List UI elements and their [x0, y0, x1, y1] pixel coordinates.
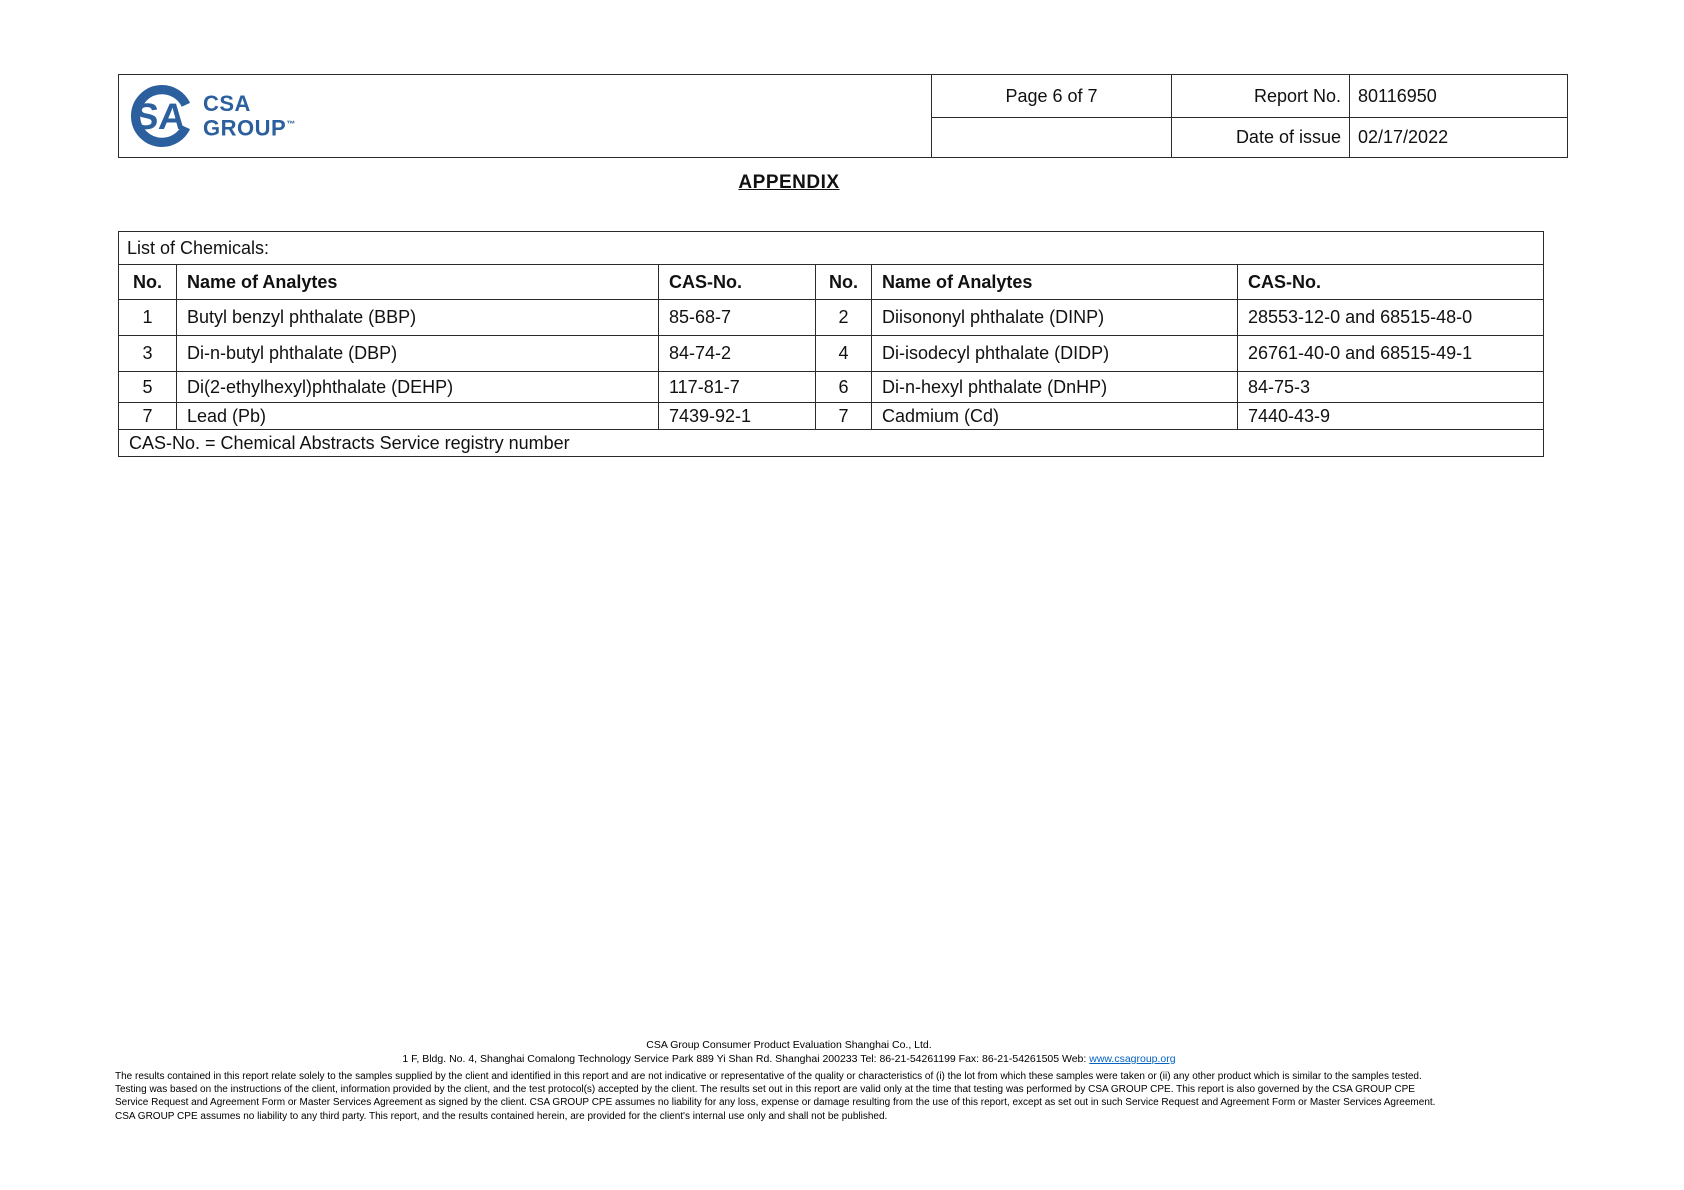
analyte-cas: 7439-92-1 [659, 403, 816, 430]
table-row [119, 403, 1544, 430]
col-header-no-2: No. [816, 265, 872, 300]
analyte-no: 7 [119, 403, 177, 430]
analyte-name: Diisononyl phthalate (DINP) [872, 300, 1238, 336]
empty-cell [932, 118, 1172, 158]
table-caption: List of Chemicals: [119, 232, 1544, 265]
wordmark-line2: GROUP™ [203, 115, 296, 141]
col-header-no-1: No. [119, 265, 177, 300]
table-row [119, 300, 1544, 336]
logo-cell [119, 75, 932, 158]
report-header-table [118, 74, 1568, 158]
analyte-no: 5 [119, 372, 177, 403]
analyte-cas: 84-75-3 [1238, 372, 1544, 403]
disclaimer-line: Service Request and Agreement Form or Master Services Agreement as signed by the client. CSA GROUP CPE assumes no liability for any loss, expense or damage resulting from the use of this report, except as set out in such Service Request and Agreement Form or Master Services Agreement. [115, 1097, 1436, 1109]
analyte-cas: 117-81-7 [659, 372, 816, 403]
cas-footnote: CAS-No. = Chemical Abstracts Service registry number [119, 430, 1544, 457]
analyte-name: Di(2-ethylhexyl)phthalate (DEHP) [177, 372, 659, 403]
analyte-no: 2 [816, 300, 872, 336]
disclaimer-line: The results contained in this report relate solely to the samples supplied by the client and identified in this report and are not indicative or representative of the quality or characteristics of (i) the lot from which these samples were taken or (ii) any other product which is similar to the samples tested. [115, 1071, 1422, 1082]
report-no-value: 80116950 [1350, 75, 1568, 118]
csa-wordmark [203, 91, 296, 141]
footer-company-block [118, 1039, 1460, 1066]
analyte-cas: 26761-40-0 and 68515-49-1 [1238, 336, 1544, 372]
csa-logo-monogram: SA [132, 96, 187, 138]
footer-address-line: 1 F, Bldg. No. 4, Shanghai Comalong Technology Service Park 889 Yi Shan Rd. Shanghai 200233 Tel: 86-21-54261199 Fax: 86-21-54261505 Web: www.csagroup.org [402, 1052, 1176, 1065]
csa-group-logo [129, 83, 931, 149]
page-title: APPENDIX [738, 172, 840, 193]
csagroup-website-link[interactable]: www.csagroup.org [1089, 1052, 1176, 1065]
table-row [119, 372, 1544, 403]
analyte-name: Di-n-hexyl phthalate (DnHP) [872, 372, 1238, 403]
report-no-label: Report No. [1172, 75, 1350, 118]
analyte-name: Cadmium (Cd) [872, 403, 1238, 430]
page-number: Page 6 of 7 [932, 75, 1172, 118]
col-header-cas-1: CAS-No. [659, 265, 816, 300]
analyte-cas: 28553-12-0 and 68515-48-0 [1238, 300, 1544, 336]
footer-disclaimer [115, 1070, 1575, 1123]
trademark-symbol: ™ [286, 119, 296, 130]
analyte-no: 4 [816, 336, 872, 372]
date-of-issue-value: 02/17/2022 [1350, 118, 1568, 158]
col-header-name-2: Name of Analytes [872, 265, 1238, 300]
date-of-issue-label: Date of issue [1172, 118, 1350, 158]
csa-logo-icon [129, 83, 195, 149]
analyte-name: Di-n-butyl phthalate (DBP) [177, 336, 659, 372]
analyte-name: Di-isodecyl phthalate (DIDP) [872, 336, 1238, 372]
disclaimer-line: CSA GROUP CPE assumes no liability to any third party. This report, and the results contained herein, are provided for the client's internal use only and shall not be published. [115, 1110, 888, 1122]
col-header-name-1: Name of Analytes [177, 265, 659, 300]
analyte-no: 7 [816, 403, 872, 430]
analyte-name: Butyl benzyl phthalate (BBP) [177, 300, 659, 336]
col-header-cas-2: CAS-No. [1238, 265, 1544, 300]
disclaimer-line: Testing was based on the instructions of the client, information provided by the client, and the test protocol(s) accepted by the client. The results set out in this report are valid only at the time that testing was performed by CSA GROUP CPE. This report is also governed by the CSA GROUP CPE [115, 1084, 1415, 1096]
analyte-no: 1 [119, 300, 177, 336]
footer-company-name: CSA Group Consumer Product Evaluation Shanghai Co., Ltd. [646, 1039, 932, 1051]
analyte-cas: 85-68-7 [659, 300, 816, 336]
analyte-no: 6 [816, 372, 872, 403]
analyte-cas: 84-74-2 [659, 336, 816, 372]
analyte-cas: 7440-43-9 [1238, 403, 1544, 430]
analyte-name: Lead (Pb) [177, 403, 659, 430]
chemicals-table [118, 231, 1544, 457]
analyte-no: 3 [119, 336, 177, 372]
wordmark-line1: CSA [203, 91, 251, 117]
table-row [119, 336, 1544, 372]
